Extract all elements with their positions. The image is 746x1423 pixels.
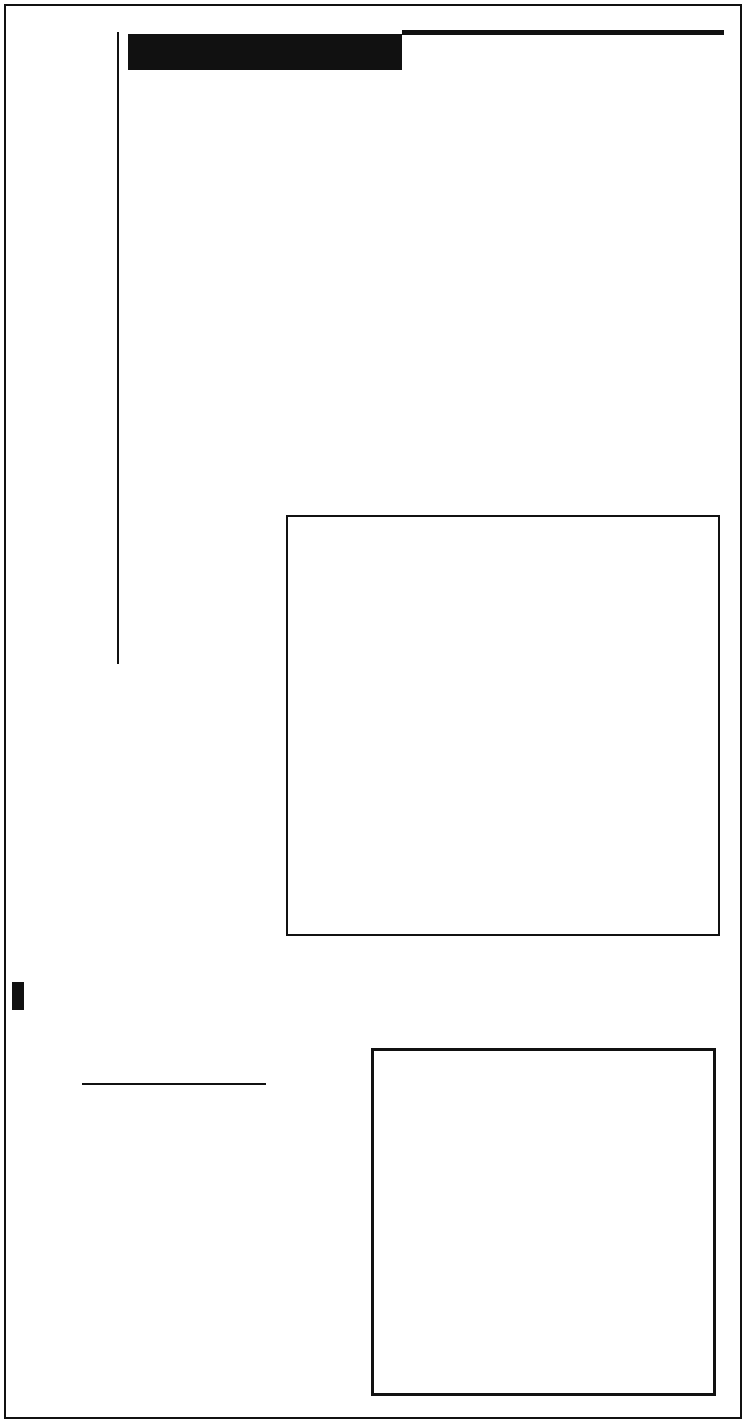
sudoku-grid	[371, 1048, 716, 1396]
divider	[117, 32, 119, 664]
header-rule	[402, 30, 724, 35]
crossword-header	[128, 34, 402, 70]
section-title-vertical	[8, 30, 112, 666]
answers-note	[12, 982, 24, 1010]
clue-column-2	[281, 94, 426, 112]
clue-gap	[281, 94, 426, 112]
crossword-grid	[286, 515, 720, 936]
sudoku-title-rule	[82, 1083, 266, 1085]
